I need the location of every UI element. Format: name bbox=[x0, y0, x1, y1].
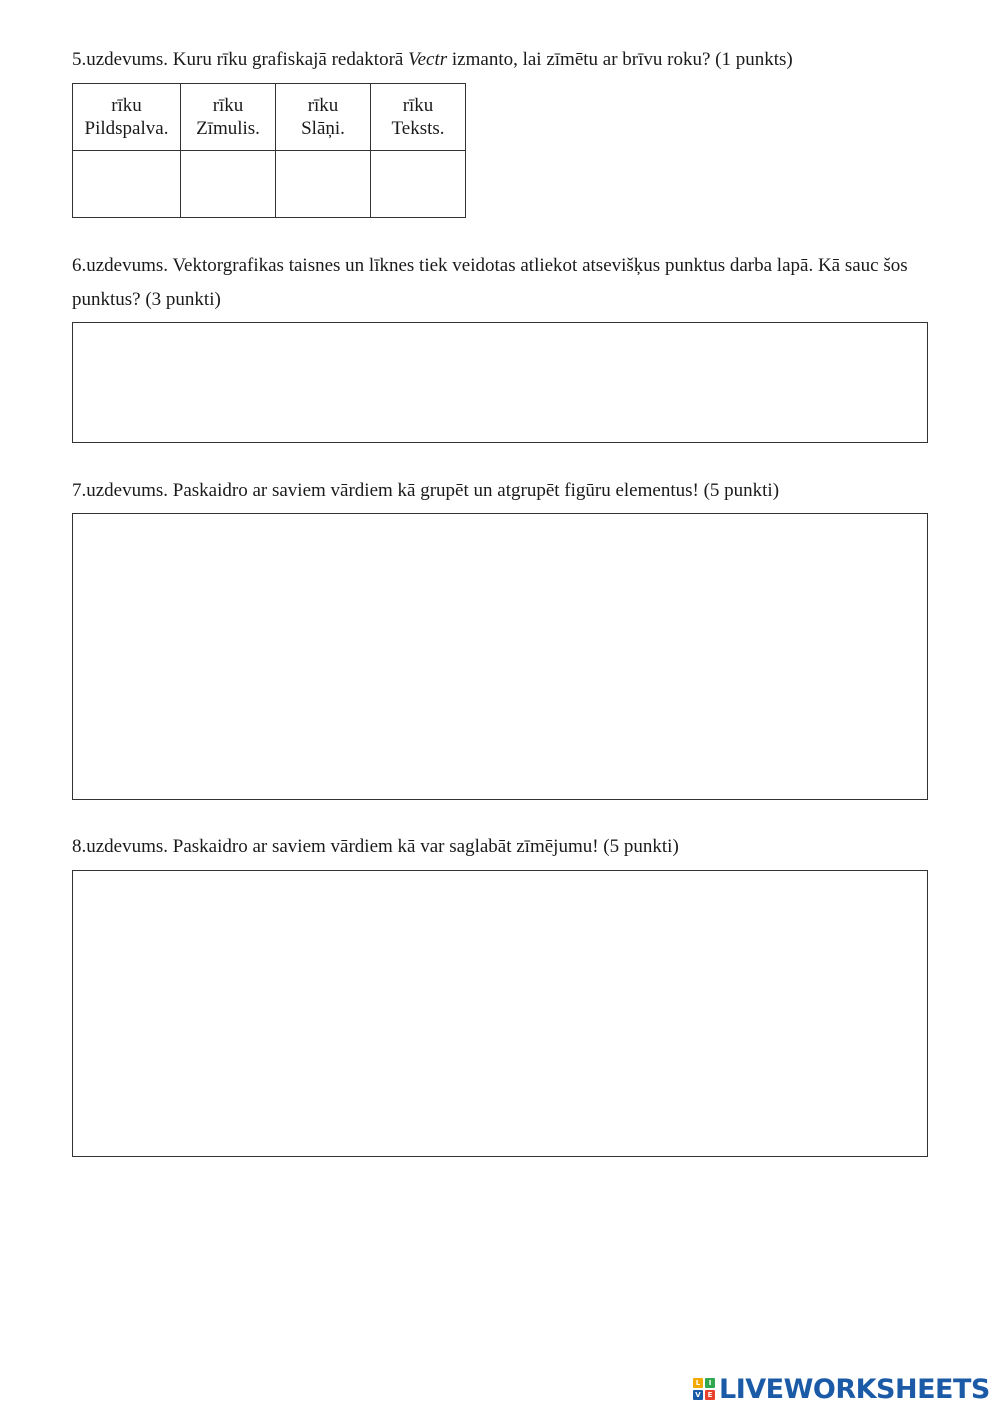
option-1-line2: Pildspalva. bbox=[84, 118, 169, 139]
option-2-line1: rīku bbox=[212, 95, 244, 116]
question-6-answer-box[interactable] bbox=[72, 322, 928, 443]
option-2-answer-cell[interactable] bbox=[181, 151, 276, 218]
question-7-answer-box[interactable] bbox=[72, 513, 928, 800]
option-1-answer-cell[interactable] bbox=[73, 151, 181, 218]
brand-wordmark: LIVEWORKSHEETS bbox=[719, 1373, 990, 1405]
question-8-answer-box[interactable] bbox=[72, 870, 928, 1157]
program-name: Vectr bbox=[408, 49, 448, 70]
options-label-row bbox=[73, 84, 466, 151]
option-1-line1: rīku bbox=[111, 95, 142, 116]
option-3-answer-cell[interactable] bbox=[276, 151, 371, 218]
option-label-cell bbox=[276, 84, 371, 151]
liveworksheets-logo-icon bbox=[693, 1378, 715, 1400]
option-label-cell bbox=[181, 84, 276, 151]
logo-tile-i: I bbox=[705, 1378, 715, 1388]
logo-tile-e: E bbox=[705, 1390, 715, 1400]
option-4-line1: rīku bbox=[402, 95, 434, 116]
option-3-line2: Slāņi. bbox=[301, 118, 345, 139]
question-6-text: 6.uzdevums. Vektorgrafikas taisnes un līknes tiek veidotas atliekot atsevišķus punktus darba lapā. Kā sauc šos punktus? (3 punkti) bbox=[72, 255, 908, 310]
question-5-prefix: 5.uzdevums. Kuru rīku grafiskajā redaktorā bbox=[72, 49, 409, 70]
question-8-text: 8.uzdevums. Paskaidro ar saviem vārdiem kā var saglabāt zīmējumu! (5 punkti) bbox=[72, 836, 679, 857]
option-label-cell bbox=[371, 84, 466, 151]
option-4-line2: Teksts. bbox=[391, 118, 445, 139]
options-answer-row bbox=[73, 151, 466, 218]
logo-tile-v: V bbox=[693, 1390, 703, 1400]
liveworksheets-brand bbox=[693, 1374, 990, 1404]
logo-tile-l: L bbox=[693, 1378, 703, 1388]
question-5-text bbox=[72, 43, 932, 77]
question-7-text: 7.uzdevums. Paskaidro ar saviem vārdiem kā grupēt un atgrupēt figūru elementus! (5 punkti) bbox=[72, 480, 780, 501]
option-2-line2: Zīmulis. bbox=[196, 118, 260, 139]
option-4-answer-cell[interactable] bbox=[371, 151, 466, 218]
question-5-suffix: izmanto, lai zīmētu ar brīvu roku? (1 punkts) bbox=[447, 49, 793, 70]
option-label-cell bbox=[73, 84, 181, 151]
option-3-line1: rīku bbox=[307, 95, 339, 116]
question-5-options-table bbox=[72, 83, 466, 218]
